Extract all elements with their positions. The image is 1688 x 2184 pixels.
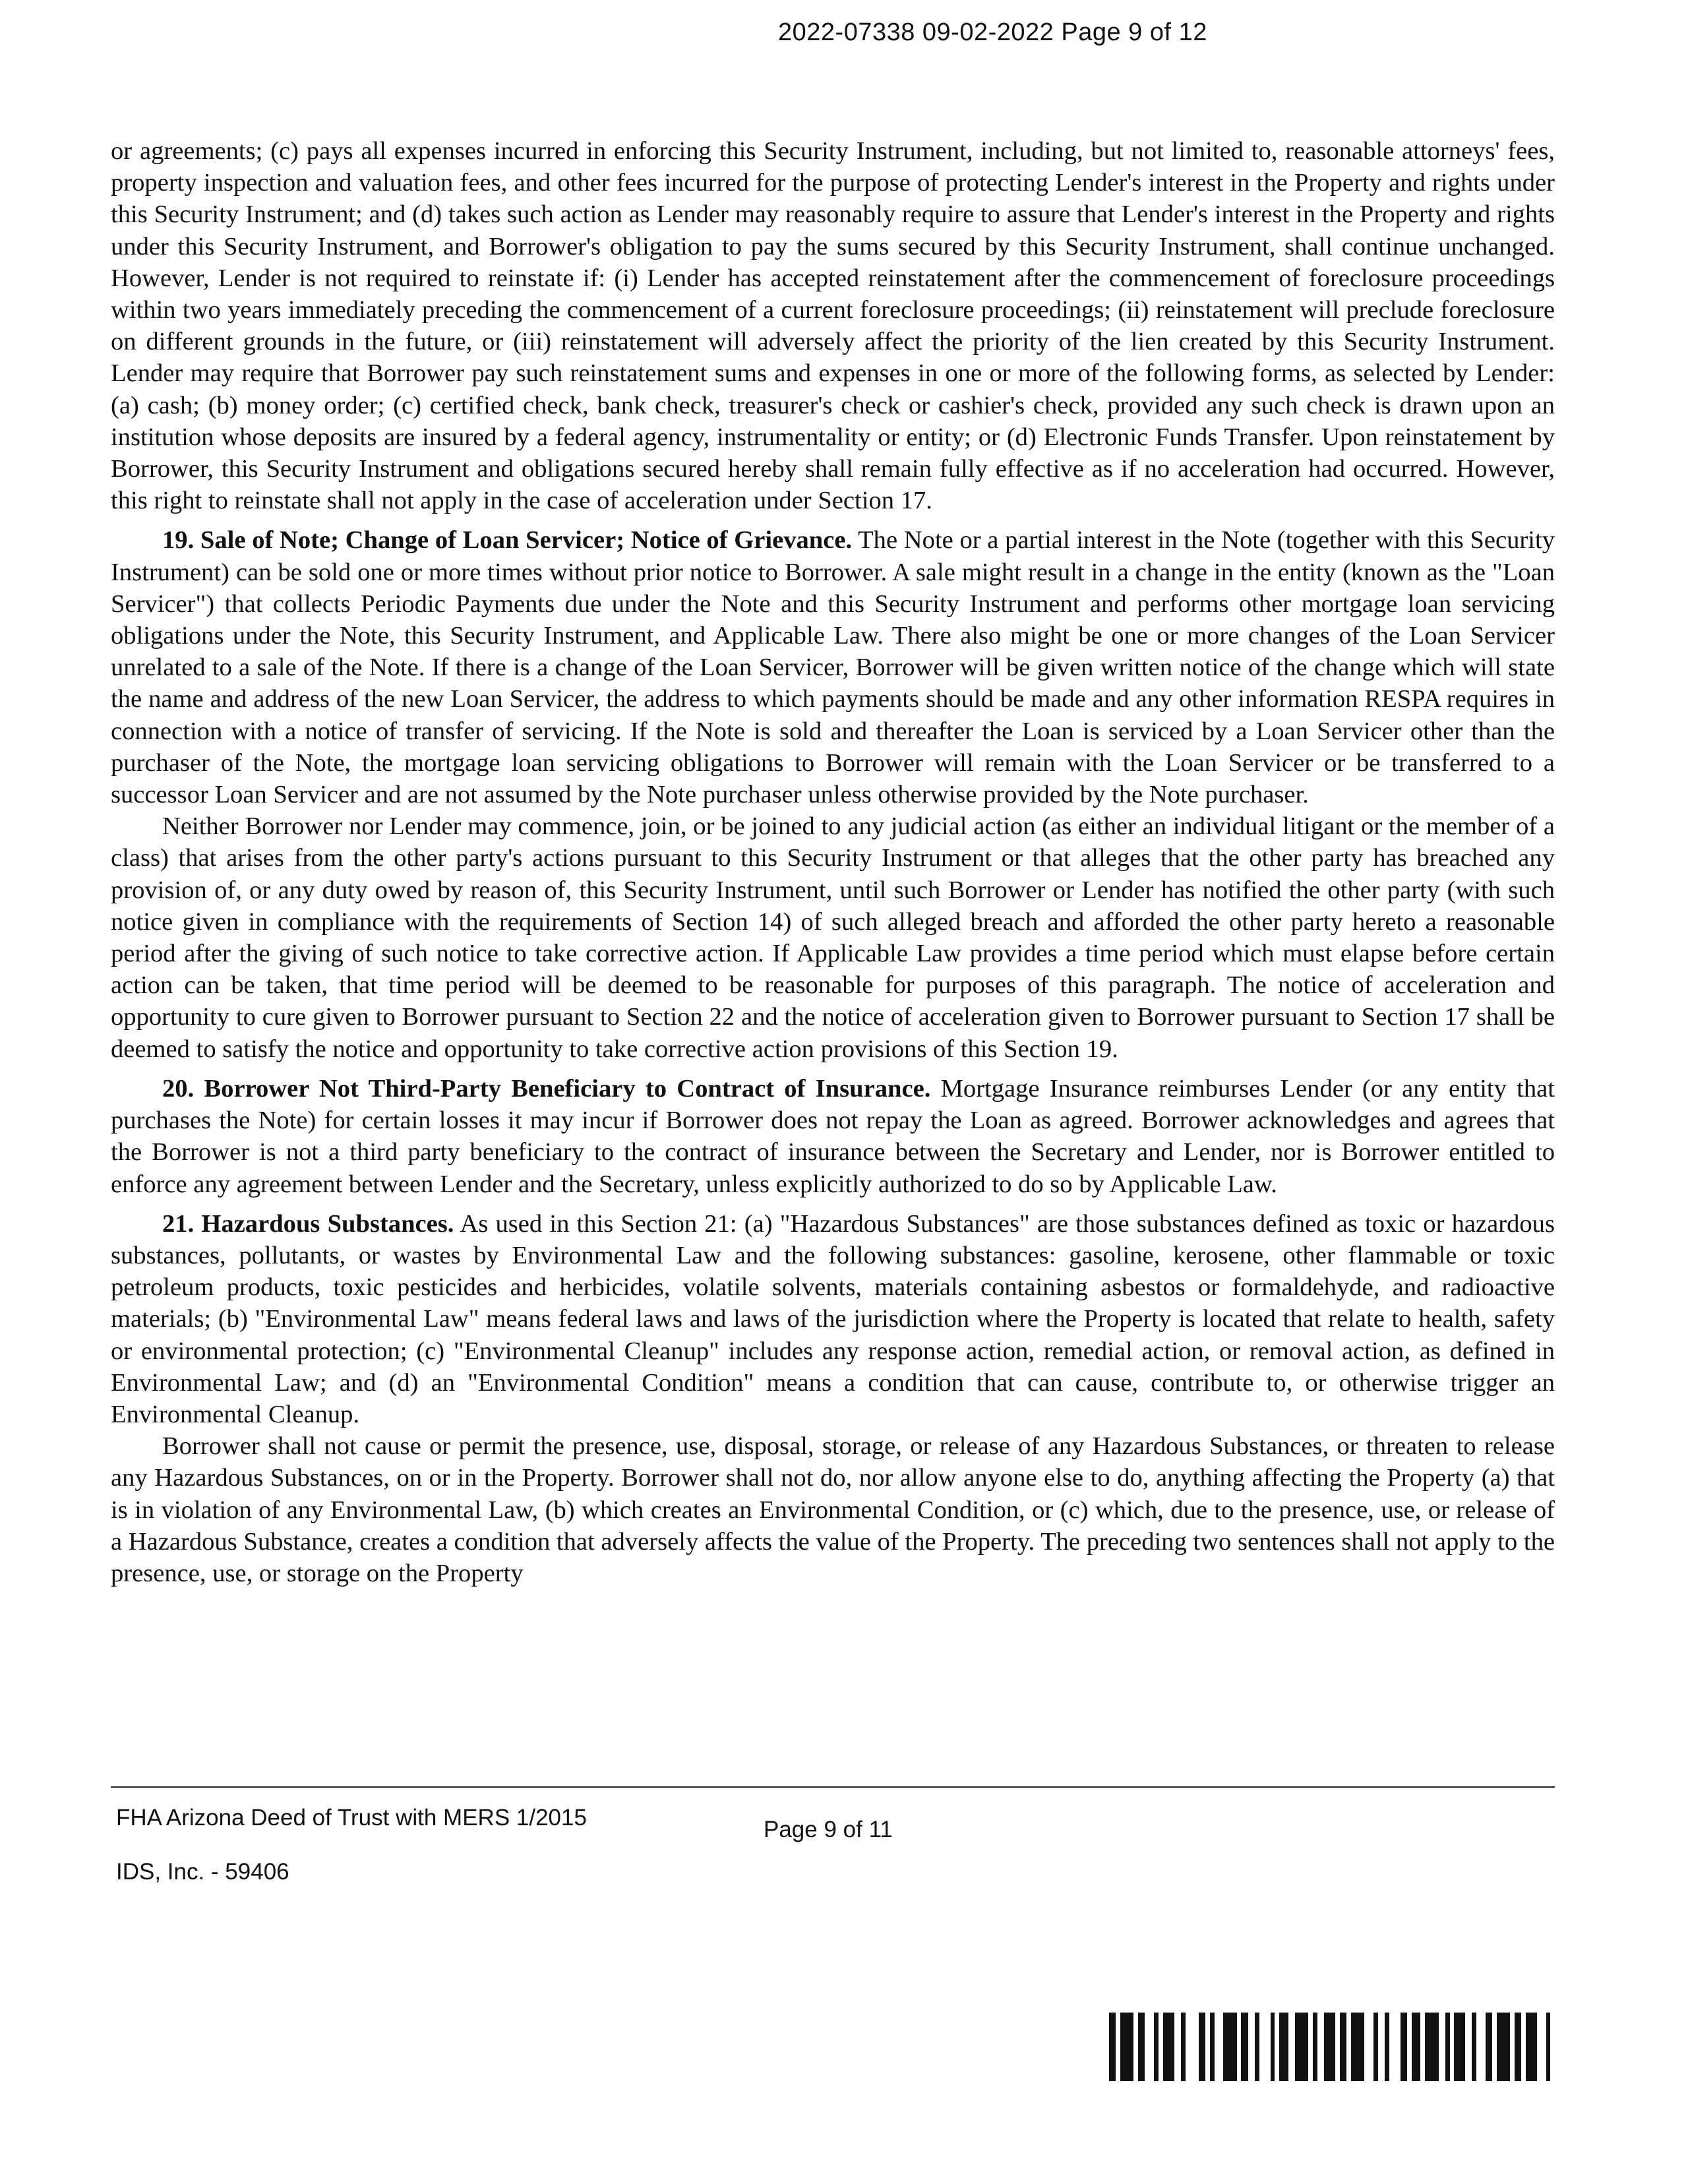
section-20-paragraph xyxy=(111,1073,1555,1200)
footer-form-name: FHA Arizona Deed of Trust with MERS 1/2015 xyxy=(116,1805,587,1831)
section-19-heading: 19. Sale of Note; Change of Loan Servicer; Notice of Grievance. xyxy=(162,526,853,555)
section-19-paragraph xyxy=(111,524,1555,810)
section-21-heading: 21. Hazardous Substances. xyxy=(162,1209,454,1238)
footer-vendor: IDS, Inc. - 59406 xyxy=(116,1859,289,1885)
footer-divider xyxy=(111,1786,1555,1788)
barcode-graphic xyxy=(1109,2013,1557,2081)
section-21-paragraph xyxy=(111,1208,1555,1430)
footer-left-block xyxy=(116,1791,587,1899)
paragraph-reinstatement-continued: or agreements; (c) pays all expenses incurred in enforcing this Security Instrument, including, but not limited to, reasonable attorneys' fees, property inspection and valuation fees, and other fees incurred for the purpose of protecting Lender's interest in the Property and rights under this Security Instrument; and (d) takes such action as Lender may reasonably require to assure that Lender's interest in the Property and rights under this Security Instrument, and Borrower's obligation to pay the sums secured by this Security Instrument, shall continue unchanged. However, Lender is not required to reinstate if: (i) Lender has accepted reinstatement after the commencement of foreclosure proceedings within two years immediately preceding the commencement of a current foreclosure proceedings; (ii) reinstatement will preclude foreclosure on different grounds in the future, or (iii) reinstatement will adversely affect the priority of the lien created by this Security Instrument. Lender may require that Borrower pay such reinstatement sums and expenses in one or more of the following forms, as selected by Lender: (a) cash; (b) money order; (c) certified check, bank check, treasurer's check or cashier's check, provided any such check is drawn upon an institution whose deposits are insured by a federal agency, instrumentality or entity; or (d) Electronic Funds Transfer. Upon reinstatement by Borrower, this Security Instrument and obligations secured hereby shall remain fully effective as if no acceleration had occurred. However, this right to reinstate shall not apply in the case of acceleration under Section 17. xyxy=(111,137,1555,515)
document-body xyxy=(111,135,1555,1589)
section-19-paragraph-2: Neither Borrower nor Lender may commence, join, or be joined to any judicial action (as either an individual litigant or the member of a class) that arises from the other party's actions pursuant to this Security Instrument or that alleges that the other party has breached any provision of, or any duty owed by reason of, this Security Instrument, until such Borrower or Lender has notified the other party (with such notice given in compliance with the requirements of Section 14) of such alleged breach and afforded the other party hereto a reasonable period after the giving of such notice to take corrective action. If Applicable Law provides a time period which must elapse before certain action can be taken, that time period will be deemed to be reasonable for purposes of this paragraph. The notice of acceleration and opportunity to cure given to Borrower pursuant to Section 22 and the notice of acceleration given to Borrower pursuant to Section 17 shall be deemed to satisfy the notice and opportunity to take corrective action provisions of this Section 19. xyxy=(111,812,1555,1063)
section-21-paragraph-2: Borrower shall not cause or permit the presence, use, disposal, storage, or release of any Hazardous Substances, or threaten to release any Hazardous Substances, on or in the Property. Borrower shall not do, nor allow anyone else to do, anything affecting the Property (a) that is in violation of any Environmental Law, (b) which creates an Environmental Condition, or (c) which, due to the presence, use, or release of a Hazardous Substance, creates a condition that adversely affects the value of the Property. The preceding two sentences shall not apply to the presence, use, or storage on the Property xyxy=(111,1432,1555,1587)
recording-stamp: 2022-07338 09-02-2022 Page 9 of 12 xyxy=(778,18,1207,46)
section-21-text: As used in this Section 21: (a) "Hazardous Substances" are those substances defined as toxic or hazardous substances, pollutants, or wastes by Environmental Law and the following substances: gasoline, kerosene, other flammable or toxic petroleum products, toxic pesticides and herbicides, volatile solvents, materials containing asbestos or formaldehyde, and radioactive materials; (b) "Environmental Law" means federal laws and laws of the jurisdiction where the Property is located that relate to health, safety or environmental protection; (c) "Environmental Cleanup" includes any response action, remedial action, or removal action, as defined in Environmental Law; and (d) an "Environmental Condition" means a condition that can cause, contribute to, or otherwise trigger an Environmental Cleanup. xyxy=(111,1209,1555,1428)
section-20-text: Mortgage Insurance reimburses Lender (or any entity that purchases the Note) for certain losses it may incur if Borrower does not repay the Loan as agreed. Borrower acknowledges and agrees that the Borrower is not a third party beneficiary to the contract of insurance between the Secretary and Lender, nor is Borrower entitled to enforce any agreement between Lender and the Secretary, unless explicitly authorized to do so by Applicable Law. xyxy=(111,1074,1555,1198)
section-20-heading: 20. Borrower Not Third-Party Beneficiary to Contract of Insurance. xyxy=(162,1074,931,1103)
section-19-text: The Note or a partial interest in the Note (together with this Security Instrument) can be sold one or more times without prior notice to Borrower. A sale might result in a change in the entity (known as the "Loan Servicer") that collects Periodic Payments due under the Note and this Security Instrument and performs other mortgage loan servicing obligations under the Note, this Security Instrument, and Applicable Law. There also might be one or more changes of the Loan Servicer unrelated to a sale of the Note. If there is a change of the Loan Servicer, Borrower will be given written notice of the change which will state the name and address of the new Loan Servicer, the address to which payments should be made and any other information RESPA requires in connection with a notice of transfer of servicing. If the Note is sold and thereafter the Loan is serviced by a Loan Servicer other than the purchaser of the Note, the mortgage loan servicing obligations to Borrower will remain with the Loan Servicer or be transferred to a successor Loan Servicer and are not assumed by the Note purchaser unless otherwise provided by the Note purchaser. xyxy=(111,526,1555,809)
footer-page-number: Page 9 of 11 xyxy=(764,1817,893,1842)
